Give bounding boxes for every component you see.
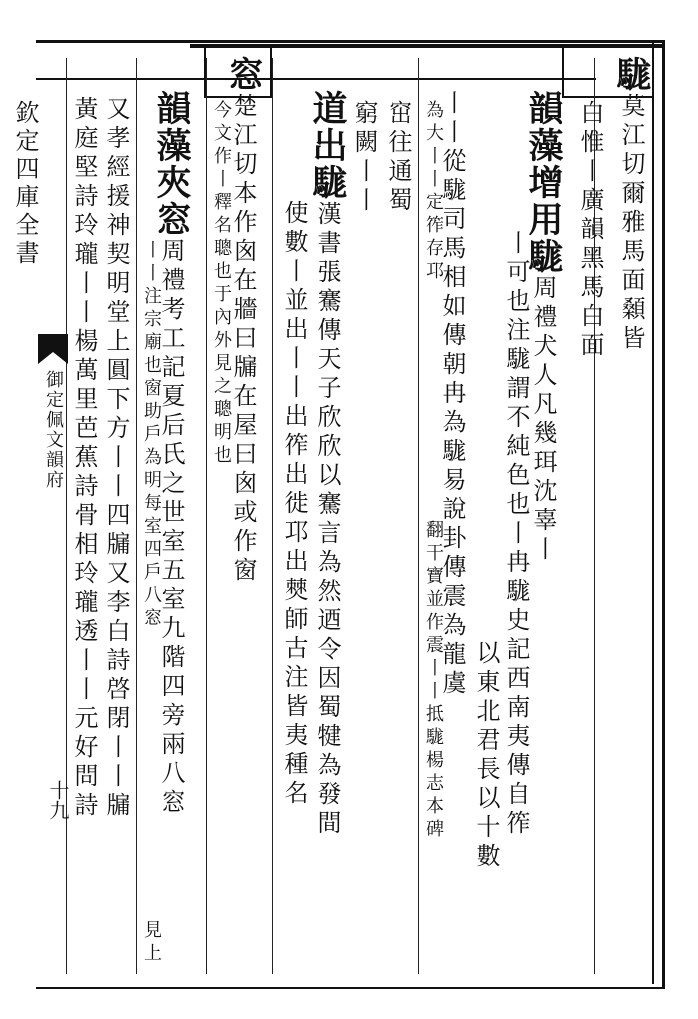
text-column (611, 56, 652, 354)
series-title: 欽定四庫全書 (11, 100, 39, 268)
text-column (523, 90, 564, 565)
text-column: 白惟丨廣韻黑馬白面 (576, 100, 604, 361)
text-column: 以東北君長以十數 (472, 640, 500, 872)
text-column: 丨丨注宗廟也窗助戶為明每室四戶八窓 (141, 240, 162, 631)
page-number: 十九 (46, 780, 70, 820)
entry-heading: 韻藻夾窓 (151, 90, 192, 238)
page-margin (2, 100, 39, 980)
upper-margin-rule (36, 78, 596, 80)
text-column (307, 90, 348, 839)
column-rule (206, 58, 207, 974)
entry-text: 楚江切本作囪在牆曰牖在屋曰囪或作窗 (229, 93, 257, 586)
text-column: 今文作丨釋名聰也于內外見之聰明也 (211, 100, 232, 468)
right-inner-border (652, 40, 654, 984)
entry-heading: 駹 (611, 56, 652, 93)
text-column: 丨丨從駹司馬相如傳朝冉為駹易說卦傳震為龍虞 (438, 90, 466, 699)
entry-heading: 窓 (223, 56, 264, 93)
entry-text: 周禮考工記夏后氏之世室五室九階四旁兩八窓 (157, 238, 185, 818)
column-rule (66, 58, 67, 974)
fish-tail-mark-icon (38, 334, 68, 364)
text-column: 使數丨並出丨丨出筰出徙邛出僰師古注皆夷種名 (280, 200, 308, 809)
entry-text: 漢書張騫傳天子欣欣以騫言為然迺令因蜀犍為發間 (313, 201, 341, 839)
entry-text: 周禮犬人凡幾珥沈辜丨 (529, 275, 557, 565)
entry-heading: 道出駹 (307, 90, 348, 201)
text-column: 見上 (141, 920, 162, 966)
text-column: 翻干寶並作震丨丨抵駹楊志本碑 (423, 520, 444, 842)
entry-heading: 韻藻增用駹 (523, 90, 564, 275)
column-rule (272, 58, 273, 974)
text-column: 又孝經援神契明堂上圓下方丨丨四牖又李白詩啓閉丨丨牖 (102, 96, 130, 821)
text-column: 黃庭堅詩玲瓏丨丨楊萬里芭蕉詩骨相玲瓏透丨丨元好問詩 (70, 96, 98, 821)
book-title: 御定佩文韻府 (43, 370, 64, 490)
entry-text: 莫江切爾雅馬面顙皆 (617, 93, 645, 354)
text-column: 為大丨丨定筰存邛 (423, 100, 444, 284)
text-column: 丨可也注駹謂不純色也丨冉駹史記西南夷傳自筰 (502, 230, 530, 839)
text-column: 窋往通蜀 (384, 100, 412, 216)
column-rule (136, 58, 137, 974)
column-rule (418, 58, 419, 974)
text-column: 窮闕丨丨 (350, 100, 378, 216)
